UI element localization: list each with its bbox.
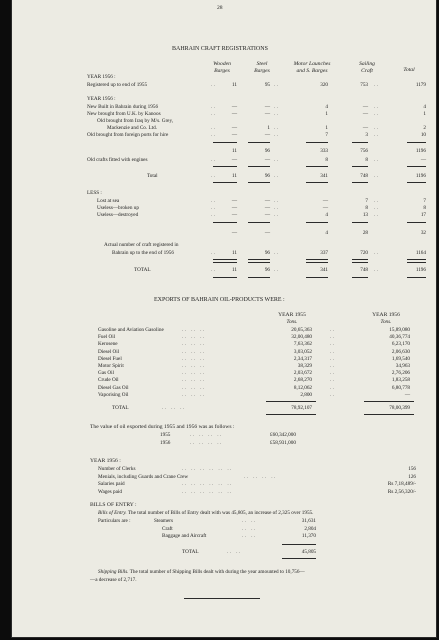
craft-row-dots: . . — [211, 132, 215, 138]
entry-line-label: Bills of Entry. — [98, 510, 127, 516]
craft-row-dots: . . — [211, 125, 215, 131]
oil-row-label: Fuel Oil — [98, 334, 116, 341]
craft-cell: 753 — [360, 82, 368, 88]
craft-row-dots: . . — [211, 198, 215, 204]
craft-cell: 320 — [320, 82, 328, 88]
oil-row-dots: . . — [330, 391, 334, 398]
craft-rule — [306, 262, 328, 263]
oil-total-label: TOTAL — [112, 405, 129, 411]
craft-cell: 32 — [420, 230, 426, 236]
staff-row-dots: . . . . . . . . . . . . — [182, 481, 232, 487]
craft-row-dots: . . — [274, 267, 278, 273]
oil-cell-1955: 32,00,480 — [291, 334, 312, 341]
oil-cell-1956: 34,963 — [395, 363, 410, 369]
craft-cell: 11 — [232, 82, 237, 88]
oil-row-dots: . . . . . . — [182, 348, 205, 355]
craft-row-dots: . . — [274, 250, 278, 256]
craft-cell: — — [362, 125, 368, 131]
craft-row-dots: . . — [274, 157, 278, 163]
craft-cell: 748 — [360, 267, 368, 273]
craft-cell: — — [231, 157, 237, 163]
craft-cell: 1196 — [415, 267, 426, 273]
value-1955-amount: £60,342,000 — [270, 432, 296, 438]
craft-cell: 28 — [362, 230, 368, 236]
craft-cell: 748 — [360, 173, 368, 179]
craft-cell: 95 — [264, 82, 270, 88]
craft-cell: 756 — [360, 148, 368, 154]
document-page — [12, 0, 436, 637]
craft-row-label: Old brought from Iraq by M/s. Grey, — [97, 118, 174, 124]
craft-cell: 333 — [320, 148, 328, 154]
oil-cell-1955: 8,12,062 — [293, 384, 312, 391]
craft-cell: 1196 — [415, 173, 426, 179]
craft-cell: — — [231, 212, 237, 218]
craft-rule — [213, 277, 237, 278]
craft-row-dots: . . — [211, 173, 215, 179]
entry-item-value: 2,804 — [304, 525, 316, 532]
oil-row-label: Crude Oil — [98, 377, 119, 384]
craft-rule — [213, 182, 237, 183]
oil-total-dots: . . . . . . — [162, 405, 185, 411]
craft-row-label: TOTAL — [134, 267, 151, 273]
craft-row-dots: . . — [274, 198, 278, 204]
craft-rule — [352, 166, 368, 167]
craft-cell: — — [420, 157, 426, 163]
entry-total-label: TOTAL — [182, 549, 199, 555]
oil-row-dots: . . . . . . — [182, 355, 205, 362]
oil-row-dots: . . — [330, 370, 334, 377]
craft-row-dots: . . — [374, 132, 378, 138]
craft-row-label: Useless—destroyed — [97, 212, 139, 218]
craft-row-label: Useless—broken up — [97, 205, 139, 211]
craft-row-label: Old crafts fitted with engines — [87, 157, 148, 163]
craft-cell: 8 — [423, 205, 426, 211]
craft-rule — [248, 166, 270, 167]
craft-row-dots: . . — [274, 205, 278, 211]
shipping-label: Shipping Bills. — [98, 569, 129, 575]
craft-rule — [306, 277, 328, 278]
staff-row-value: 126 — [408, 473, 416, 480]
col-steel-barges: Steel Barges — [254, 61, 270, 74]
craft-cell: 337 — [320, 250, 328, 256]
craft-rule — [248, 182, 270, 183]
craft-row-label: Total — [147, 173, 158, 179]
craft-cell: — — [362, 104, 368, 110]
craft-cell: 96 — [264, 250, 270, 256]
craft-row-label: YEAR 1956 : — [87, 96, 116, 102]
craft-row-dots: . . — [274, 132, 278, 138]
craft-rule — [306, 259, 328, 260]
craft-cell: 1 — [325, 125, 328, 131]
col-sailing-craft: Sailing Craft — [359, 61, 375, 74]
craft-row-dots: . . — [274, 125, 278, 131]
entry-item-value: 11,370 — [301, 533, 316, 539]
craft-cell: 7 — [365, 198, 368, 204]
entry-total-value: 45,805 — [301, 549, 316, 555]
craft-cell: — — [231, 205, 237, 211]
craft-row-dots: . . — [211, 267, 215, 273]
craft-rule — [306, 166, 328, 167]
oil-col-1955-year: YEAR 1955 — [278, 312, 306, 318]
staff-row-dots: . . . . . . . . . . . . — [182, 488, 232, 495]
craft-cell: 1164 — [415, 250, 426, 256]
craft-rule — [352, 142, 368, 143]
craft-rule — [213, 259, 237, 260]
entry-particulars-label: Particulars are : — [98, 518, 131, 524]
oil-cell-1956: 2,76,206 — [391, 370, 410, 377]
oil-row-dots: . . — [330, 384, 334, 391]
craft-cell: 4 — [423, 104, 426, 110]
value-1956-year: 1956 — [160, 440, 171, 446]
craft-cell: 720 — [360, 250, 368, 256]
oil-row-dots: . . . . . . — [182, 341, 205, 348]
oil-row-dots: . . — [330, 363, 334, 369]
entry-item-value: 31,631 — [301, 518, 316, 524]
craft-row-label: YEAR 1956 : — [87, 74, 116, 80]
end-rule — [184, 598, 260, 599]
craft-cell: 8 — [365, 205, 368, 211]
craft-cell: 341 — [320, 173, 328, 179]
oil-cell-1956: 1,83,258 — [391, 377, 410, 384]
craft-row-label: Lost at sea — [97, 198, 120, 204]
craft-cell: — — [264, 212, 270, 218]
oil-row-dots: . . . . . . — [182, 370, 205, 377]
craft-cell: 10 — [420, 132, 426, 138]
craft-cell: 11 — [232, 267, 237, 273]
oil-cell-1956: 6,23,170 — [391, 341, 410, 348]
oil-cell-1955: 2,34,317 — [293, 355, 312, 362]
craft-cell: 1196 — [415, 148, 426, 154]
craft-row-dots: . . — [274, 82, 278, 88]
oil-row-dots: . . . . . . — [182, 391, 205, 398]
oil-row-label: Motor Spirit — [98, 363, 124, 369]
entry-total-dots: . . . . — [227, 549, 240, 555]
craft-cell: 11 — [232, 148, 237, 154]
craft-rule — [213, 142, 237, 143]
oil-cell-1955: 7,63,362 — [293, 341, 312, 348]
craft-cell: 4 — [325, 212, 328, 218]
oil-row-label: Vaporising Oil — [98, 391, 129, 398]
shipping-line-2: —a decrease of 2,717. — [90, 577, 137, 583]
entry-line-text: The total number of Bills of Entry dealt with was 45,805, an increase of 2,325 over 1955. — [127, 510, 314, 516]
oil-row-dots: . . — [330, 334, 334, 341]
craft-cell: 11 — [232, 173, 237, 179]
craft-row-label: New Built in Bahrain during 1956 — [87, 104, 159, 110]
craft-cell: — — [231, 198, 237, 204]
craft-row-dots: . . — [211, 212, 215, 218]
craft-rule — [213, 262, 237, 263]
value-1956-dots: . . . . . . . . — [190, 440, 222, 446]
craft-row-dots: . . — [211, 157, 215, 163]
craft-rule — [248, 259, 270, 260]
craft-row-dots: . . — [211, 111, 215, 117]
craft-cell: 13 — [362, 212, 368, 218]
oil-cell-1955: 2,03,672 — [293, 370, 312, 377]
oil-cell-1956: 15,89,080 — [389, 327, 410, 333]
craft-cell: — — [362, 111, 368, 117]
craft-row-dots: . . — [374, 157, 378, 163]
craft-cell: 96 — [264, 267, 270, 273]
oil-row-dots: . . . . . . — [182, 363, 205, 369]
craft-row-dots: . . — [374, 198, 378, 204]
oil-row-dots: . . — [330, 327, 334, 333]
craft-cell: — — [231, 111, 237, 117]
craft-cell: — — [264, 205, 270, 211]
craft-rule — [213, 222, 237, 223]
oil-rule-1955-bottom — [266, 414, 316, 415]
oil-row-dots: . . . . . . — [182, 334, 205, 341]
craft-rule — [352, 222, 368, 223]
craft-cell: 1 — [423, 111, 426, 117]
entry-rule-top — [282, 544, 316, 545]
craft-rule — [407, 222, 426, 223]
craft-rule — [352, 277, 368, 278]
col-wooden-barges: Wooden Barges — [213, 61, 231, 74]
oil-col-1956-unit: Tons. — [380, 319, 392, 325]
craft-row-dots: . . — [374, 250, 378, 256]
craft-row-dots: . . — [211, 104, 215, 110]
entry-line — [98, 511, 313, 516]
craft-row-dots: . . — [274, 104, 278, 110]
oil-cell-1955: 2,68,270 — [293, 377, 312, 384]
craft-row-dots: . . — [274, 173, 278, 179]
craft-row-label: LESS : — [87, 190, 102, 196]
staff-row-dots: . . . . . . . . . . . . — [182, 466, 232, 472]
oil-row-dots: . . — [330, 341, 334, 348]
craft-row-dots: . . — [374, 111, 378, 117]
craft-rule — [306, 222, 328, 223]
value-1956-amount: £58,931,000 — [270, 440, 296, 446]
craft-row-dots: . . — [374, 205, 378, 211]
staff-row-dots: . . . . . . . . — [244, 473, 276, 480]
craft-cell: 1179 — [415, 82, 426, 88]
entry-item-dots: . . . . — [242, 533, 255, 539]
oil-row-label: Gasoline and Aviation Gasoline — [98, 327, 164, 333]
staff-row-label: Salaries paid — [98, 481, 125, 487]
entry-item-label: Craft — [162, 525, 173, 532]
craft-row-dots: . . — [374, 173, 378, 179]
staff-row-label: Wages paid — [98, 488, 122, 495]
oil-col-1956-year: YEAR 1956 — [372, 312, 400, 318]
craft-row-label: Bahrain up to the end of 1956 — [112, 250, 174, 256]
oil-col-1955-unit: Tons. — [286, 319, 298, 325]
craft-cell: 3 — [365, 132, 368, 138]
oil-cell-1956: 40,36,774 — [389, 334, 410, 341]
col-total: Total — [403, 67, 415, 73]
craft-rule — [213, 166, 237, 167]
craft-cell: — — [322, 198, 328, 204]
craft-rule — [248, 222, 270, 223]
craft-cell: — — [231, 104, 237, 110]
craft-row-label: Actual number of craft registered in — [104, 242, 179, 248]
craft-rule — [407, 166, 426, 167]
craft-rule — [248, 262, 270, 263]
craft-cell: — — [231, 132, 237, 138]
craft-cell: 341 — [320, 267, 328, 273]
craft-row-dots: . . — [374, 82, 378, 88]
oil-row-label: Diesel Gas Oil — [98, 384, 129, 391]
oil-cell-1956: — — [404, 391, 410, 398]
craft-row-label: Registered up to end of 1955 — [87, 82, 148, 88]
craft-row-dots: . . — [274, 212, 278, 218]
craft-cell: 4 — [325, 104, 328, 110]
entry-item-dots: . . . . — [242, 525, 255, 532]
craft-cell: — — [264, 132, 270, 138]
oil-cell-1956: 6,80,778 — [391, 384, 410, 391]
oil-row-label: Diesel Oil — [98, 348, 120, 355]
craft-rule — [352, 262, 368, 263]
entry-item-dots: . . . . — [242, 518, 255, 524]
craft-cell: — — [264, 198, 270, 204]
craft-rule — [407, 182, 426, 183]
craft-cell: — — [264, 157, 270, 163]
craft-cell: — — [231, 230, 237, 236]
oil-title: EXPORTS OF BAHRAIN OIL-PRODUCTS WERE : — [154, 297, 285, 303]
oil-row-dots: . . . . . . — [182, 327, 205, 333]
craft-cell: — — [231, 125, 237, 131]
oil-total-1955: 78,92,107 — [291, 405, 312, 411]
staff-row-value: Rs 2,56,320/- — [387, 488, 416, 495]
staff-heading: YEAR 1956 : — [90, 458, 121, 464]
craft-cell: 8 — [325, 157, 328, 163]
craft-row-label: Mackenzie and Co. Ltd. — [107, 125, 157, 131]
value-1955-dots: . . . . . . . . — [190, 432, 222, 438]
staff-row-value: Rs 7,18,489/- — [387, 481, 416, 487]
entry-item-label: Baggage and Aircraft — [162, 533, 207, 539]
shipping-text-1: The total number of Shipping Bills dealt with during the year amounted to 10,756— — [129, 569, 305, 575]
craft-cell: 17 — [420, 212, 426, 218]
entry-item-label: Steamers — [154, 518, 174, 524]
craft-row-dots: . . — [274, 111, 278, 117]
col-motor-launches: Motor Launches and S. Barges — [293, 61, 331, 74]
craft-rule — [407, 259, 426, 260]
craft-cell: 7 — [325, 132, 328, 138]
craft-cell: 11 — [232, 250, 237, 256]
craft-cell: — — [322, 205, 328, 211]
craft-row-dots: . . — [211, 82, 215, 88]
oil-cell-1955: 38,329 — [297, 363, 312, 369]
craft-rule — [407, 262, 426, 263]
oil-total-1956: 78,00,399 — [389, 405, 410, 411]
value-1955-year: 1955 — [160, 432, 171, 438]
value-text: The value of oil exported during 1955 and 1956 was as follows : — [90, 424, 235, 430]
oil-row-label: Kerosene — [98, 341, 118, 348]
craft-cell: 1 — [325, 111, 328, 117]
craft-row-dots: . . — [374, 125, 378, 131]
oil-row-dots: . . — [330, 355, 334, 362]
oil-row-dots: . . — [330, 348, 334, 355]
craft-row-dots: . . — [211, 250, 215, 256]
oil-row-dots: . . — [330, 377, 334, 384]
craft-rule — [407, 142, 426, 143]
craft-row-dots: . . — [211, 205, 215, 211]
page-number: 28 — [217, 5, 223, 11]
oil-rule-1956 — [364, 401, 414, 402]
craft-row-dots: . . — [374, 267, 378, 273]
oil-row-label: Gas Oil — [98, 370, 114, 377]
craft-row-label: New brought from U.K. by Kanoos — [87, 111, 161, 117]
craft-row-label: Old brought from foreign ports for hire — [87, 132, 169, 138]
oil-rule-1955 — [266, 401, 316, 402]
craft-row-dots: . . — [374, 212, 378, 218]
oil-row-label: Diesel Fuel — [98, 355, 122, 362]
craft-cell: — — [264, 230, 270, 236]
oil-cell-1956: 2,06,630 — [391, 348, 410, 355]
craft-cell: 7 — [423, 198, 426, 204]
craft-cell: — — [264, 104, 270, 110]
craft-cell: — — [264, 111, 270, 117]
craft-rule — [352, 259, 368, 260]
craft-cell: 96 — [264, 173, 270, 179]
craft-rule — [352, 182, 368, 183]
oil-cell-1955: 3,03,052 — [293, 348, 312, 355]
oil-row-dots: . . . . . . — [182, 384, 205, 391]
staff-row-value: 156 — [408, 466, 416, 472]
craft-cell: 2 — [423, 125, 426, 131]
craft-rule — [306, 182, 328, 183]
shipping-line-1 — [98, 570, 305, 575]
craft-cell: 8 — [365, 157, 368, 163]
craft-rule — [248, 277, 270, 278]
staff-row-label: Number of Clerks — [98, 466, 136, 472]
oil-cell-1955: 20,65,363 — [291, 327, 312, 333]
craft-cell: 4 — [325, 230, 328, 236]
craft-rule — [407, 277, 426, 278]
craft-rule — [306, 142, 328, 143]
craft-cell: 96 — [264, 148, 270, 154]
craft-cell: 1 — [267, 125, 270, 131]
oil-row-dots: . . . . . . — [182, 377, 205, 384]
oil-cell-1956: 1,69,540 — [391, 355, 410, 362]
staff-row-label: Menials, including Guards and Crane Crew — [98, 473, 189, 480]
craft-row-dots: . . — [374, 104, 378, 110]
craft-title: BAHRAIN CRAFT REGISTRATIONS — [172, 46, 268, 52]
oil-rule-1956-bottom — [364, 414, 414, 415]
craft-rule — [248, 142, 270, 143]
entry-rule-bottom — [282, 558, 316, 559]
entry-heading: BILLS OF ENTRY : — [90, 502, 137, 508]
oil-cell-1955: 2,800 — [300, 391, 312, 398]
